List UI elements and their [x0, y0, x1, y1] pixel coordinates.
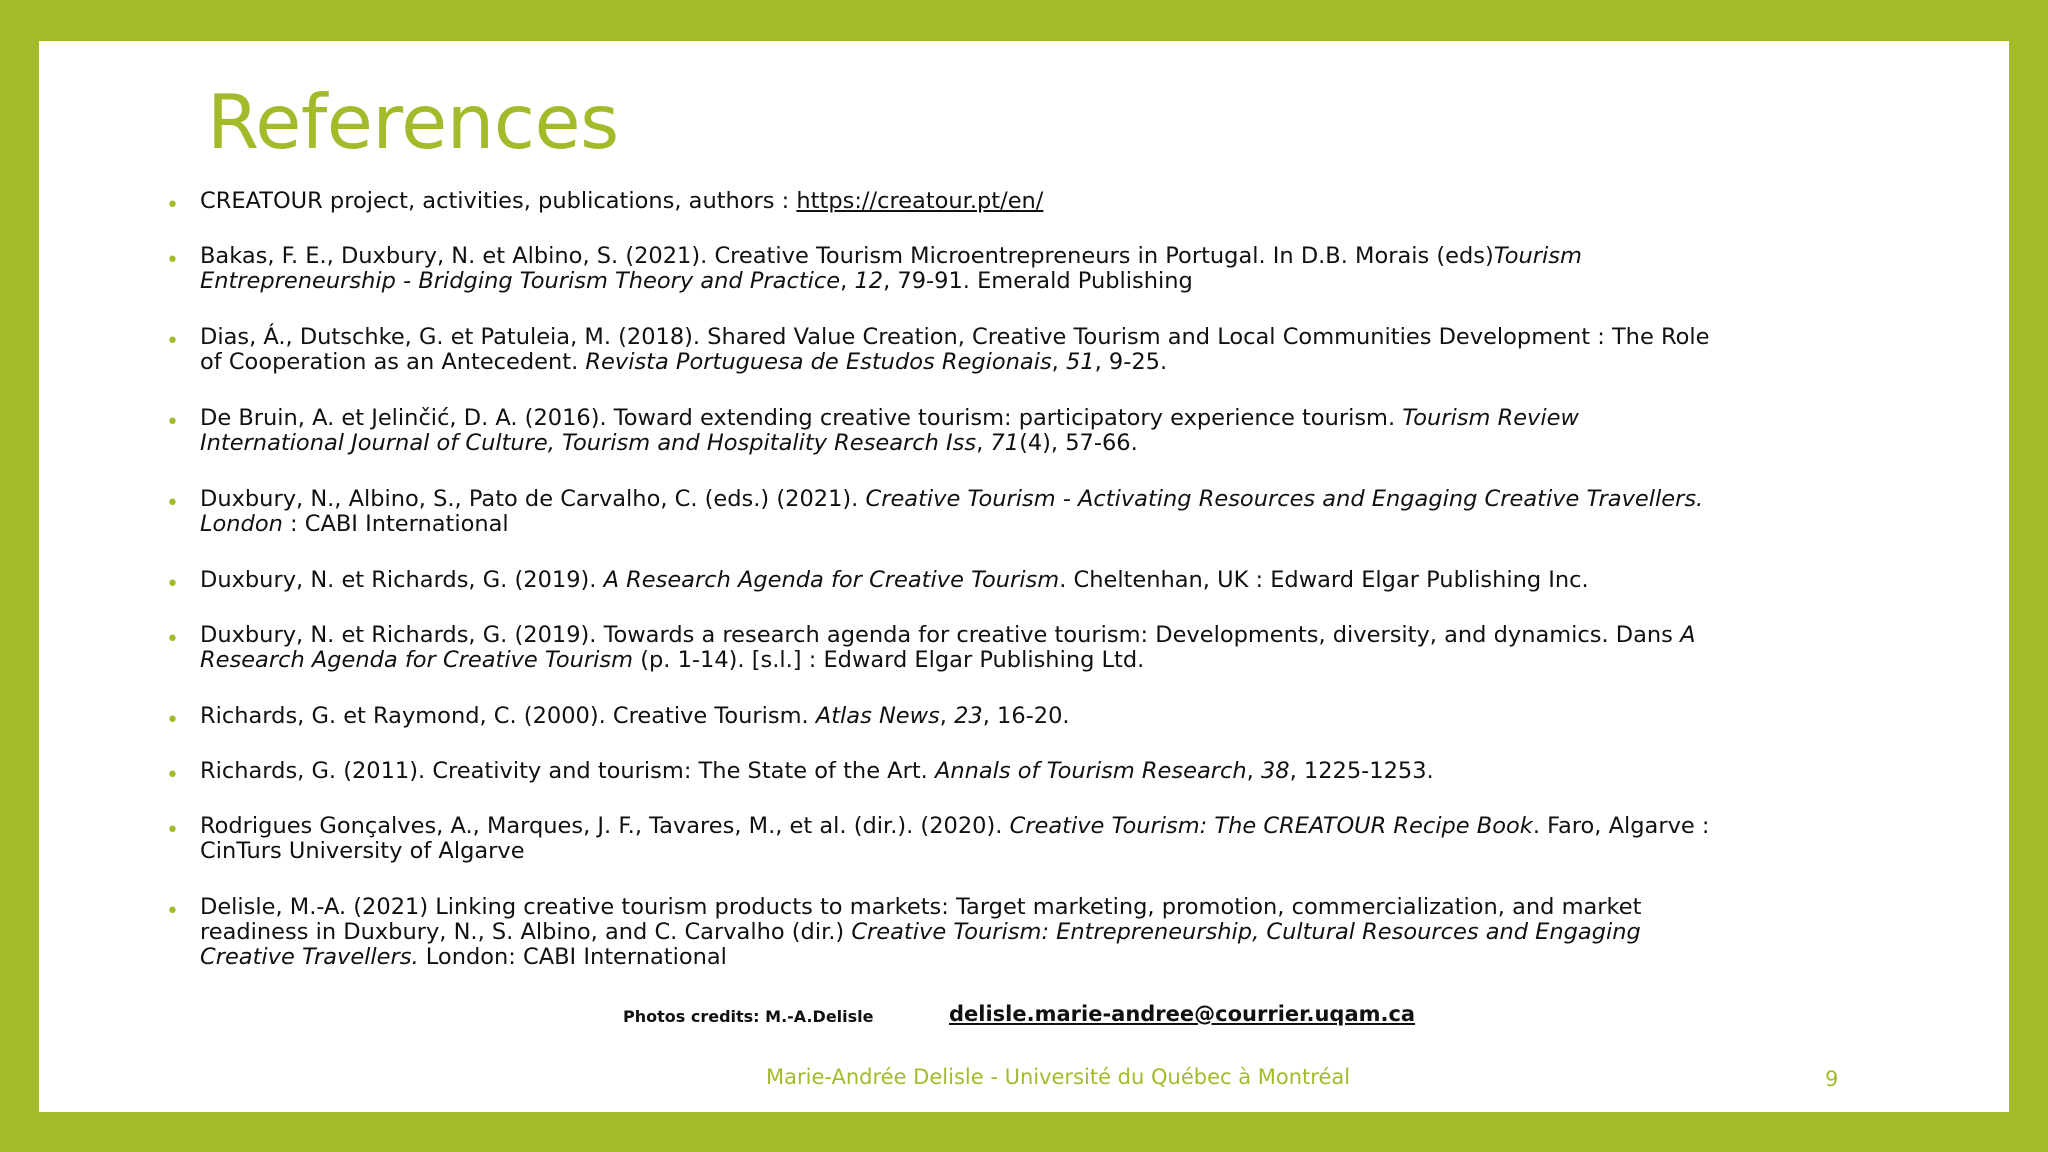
reference-italic-text: International Journal of Culture, Tourism and Hospitality Research Iss — [200, 430, 977, 456]
reference-text: , 79-91. Emerald Publishing — [883, 268, 1193, 294]
reference-italic-text: A — [1680, 622, 1696, 648]
reference-text: , — [1246, 758, 1261, 784]
reference-text: readiness in Duxbury, N., S. Albino, and C. Carvalho (dir.) — [200, 919, 852, 945]
page-number: 9 — [1825, 1067, 1839, 1091]
email-link[interactable]: delisle.marie-andree@courrier.uqam.ca — [949, 1002, 1416, 1026]
reference-text: : CABI International — [282, 511, 509, 537]
reference-line — [200, 512, 509, 537]
reference-text: Richards, G. et Raymond, C. (2000). Creative Tourism. — [200, 703, 816, 729]
reference-line — [200, 839, 525, 864]
reference-line — [200, 759, 1434, 784]
bullet-icon: • — [166, 572, 179, 597]
reference-italic-text: Revista Portuguesa de Estudos Regionais — [585, 349, 1052, 375]
bullet-icon: • — [166, 410, 179, 435]
reference-item — [39, 405, 2009, 460]
reference-item — [39, 243, 2009, 298]
reference-text: , — [1051, 349, 1066, 375]
reference-line — [200, 269, 1193, 294]
reference-line — [200, 945, 727, 970]
reference-text: Duxbury, N., Albino, S., Pato de Carvalho, C. (eds.) (2021). — [200, 486, 866, 512]
reference-line — [200, 350, 1167, 375]
reference-italic-text: Research Agenda for Creative Tourism — [200, 647, 634, 673]
bullet-icon: • — [166, 627, 179, 652]
reference-text: , 1225-1253. — [1289, 758, 1434, 784]
reference-line — [200, 189, 1043, 214]
bullet-icon: • — [166, 248, 179, 273]
reference-line — [200, 325, 1709, 350]
reference-line — [200, 406, 1579, 431]
reference-text: (4), 57-66. — [1019, 430, 1138, 456]
reference-text: Duxbury, N. et Richards, G. (2019). — [200, 567, 604, 593]
reference-italic-text: 51 — [1065, 349, 1095, 375]
bullet-icon: • — [166, 763, 179, 788]
reference-item — [39, 622, 2009, 677]
reference-italic-text: Atlas News — [815, 703, 940, 729]
reference-line — [200, 704, 1070, 729]
reference-item — [39, 188, 2009, 218]
reference-item — [39, 813, 2009, 868]
reference-text: . Cheltenhan, UK : Edward Elgar Publishing Inc. — [1059, 567, 1589, 593]
reference-italic-text: 71 — [990, 430, 1020, 456]
bullet-icon: • — [166, 899, 179, 924]
reference-line — [200, 623, 1695, 648]
reference-text: London: CABI International — [418, 944, 727, 970]
reference-line — [200, 814, 1709, 839]
bullet-icon: • — [166, 193, 179, 218]
reference-italic-text: Tourism — [1493, 243, 1582, 269]
reference-text: (p. 1-14). [s.l.] : Edward Elgar Publishing Ltd. — [633, 647, 1145, 673]
reference-italic-text: 23 — [954, 703, 983, 729]
photo-credits: Photos credits: M.-A.Delisle — [623, 1007, 874, 1026]
reference-italic-text: Creative Tourism: Entrepreneurship, Cultural Resources and Engaging — [851, 919, 1641, 945]
reference-line — [200, 431, 1138, 456]
reference-text: , 16-20. — [982, 703, 1070, 729]
reference-text: Bakas, F. E., Duxbury, N. et Albino, S. (2021). Creative Tourism Microentrepreneurs in Portugal. In D.B. Morais (eds) — [200, 243, 1494, 269]
reference-italic-text: London — [200, 511, 283, 537]
reference-text: , — [939, 703, 955, 729]
reference-line — [200, 487, 1703, 512]
reference-italic-text: 12 — [854, 268, 884, 294]
reference-text: Richards, G. (2011). Creativity and tourism: The State of the Art. — [200, 758, 935, 784]
reference-text: De Bruin, A. et Jelinčić, D. A. (2016). Toward extending creative tourism: participatory experience tourism. — [200, 405, 1403, 431]
slide-title: References — [207, 78, 619, 166]
reference-text: Rodrigues Gonçalves, A., Marques, J. F., Tavares, M., et al. (dir.). (2020). — [200, 813, 1010, 839]
reference-italic-text: A Research Agenda for Creative Tourism — [603, 567, 1060, 593]
reference-line — [200, 648, 1144, 673]
reference-item — [39, 703, 2009, 733]
bullet-icon: • — [166, 708, 179, 733]
reference-text: Dias, Á., Dutschke, G. et Patuleia, M. (2018). Shared Value Creation, Creative Tourism and Local Communities Development : The Role — [200, 324, 1710, 350]
reference-text: Duxbury, N. et Richards, G. (2019). Towards a research agenda for creative tourism: Developments, diversity, and dynamics. Dans — [200, 622, 1681, 648]
reference-item — [39, 567, 2009, 597]
bullet-icon: • — [166, 329, 179, 354]
reference-italic-text: Creative Travellers. — [200, 944, 419, 970]
reference-item — [39, 894, 2009, 974]
reference-italic-text: Entrepreneurship - Bridging Tourism Theory and Practice — [200, 268, 841, 294]
bullet-icon: • — [166, 491, 179, 516]
reference-item — [39, 324, 2009, 379]
reference-item — [39, 486, 2009, 541]
reference-line — [200, 568, 1589, 593]
reference-line — [200, 920, 1641, 945]
reference-italic-text: 38 — [1260, 758, 1290, 784]
reference-italic-text: Creative Tourism: The CREATOUR Recipe Book — [1009, 813, 1533, 839]
reference-text: , 9-25. — [1094, 349, 1168, 375]
reference-text: CinTurs University of Algarve — [200, 838, 525, 864]
reference-italic-text: Tourism Review — [1402, 405, 1579, 431]
reference-text: of Cooperation as an Antecedent. — [200, 349, 586, 375]
reference-text: , — [976, 430, 991, 456]
reference-italic-text: Annals of Tourism Research — [934, 758, 1247, 784]
reference-text: Delisle, M.-A. (2021) Linking creative tourism products to markets: Target marketing, promotion, commercialization, and market — [200, 894, 1642, 920]
reference-line — [200, 244, 1582, 269]
reference-line — [200, 895, 1641, 920]
reference-text: , — [840, 268, 855, 294]
slide-footer: Marie-Andrée Delisle - Université du Québec à Montréal — [766, 1065, 1351, 1089]
reference-italic-text: Creative Tourism - Activating Resources and Engaging Creative Travellers. — [865, 486, 1704, 512]
reference-link[interactable]: https://creatour.pt/en/ — [796, 188, 1044, 214]
reference-text: CREATOUR project, activities, publications, authors : — [200, 188, 797, 214]
slide — [39, 41, 2009, 1112]
reference-item — [39, 758, 2009, 788]
bullet-icon: • — [166, 818, 179, 843]
reference-text: . Faro, Algarve : — [1532, 813, 1710, 839]
